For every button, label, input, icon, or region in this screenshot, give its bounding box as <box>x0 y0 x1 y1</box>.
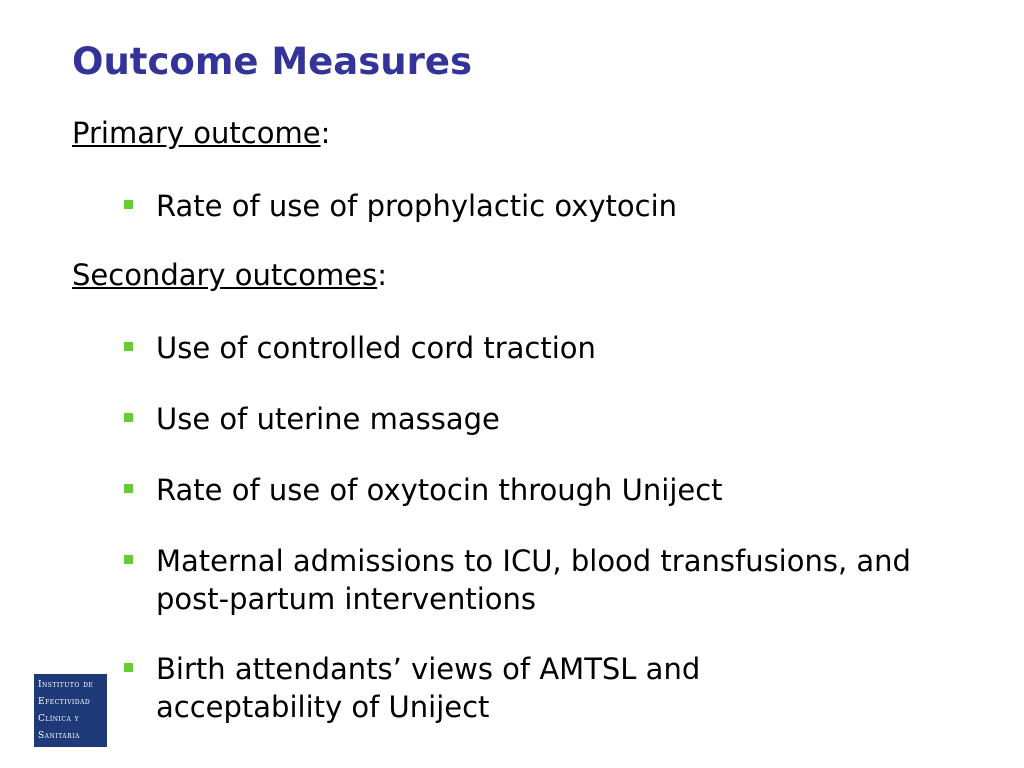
list-item-secondary-4 <box>124 542 924 618</box>
list-item-text: Rate of use of prophylactic oxytocin <box>156 189 678 223</box>
logo-line-1: Instituto de <box>38 680 94 690</box>
logo-line-4: Sanitaria <box>38 731 80 741</box>
list-item-text: Maternal admissions to ICU, blood transfusions, and post-partum interventions <box>156 544 911 616</box>
primary-outcome-heading: Primary outcome <box>72 116 321 150</box>
list-item-secondary-1 <box>124 329 944 367</box>
slide-title: Outcome Measures <box>72 40 472 83</box>
list-item-text: Use of controlled cord traction <box>156 331 596 365</box>
primary-outcome-colon: : <box>320 116 331 150</box>
primary-outcome-label <box>72 116 330 151</box>
secondary-outcomes-colon: : <box>377 258 387 292</box>
institution-logo <box>34 674 107 747</box>
square-bullet-icon <box>124 342 133 351</box>
list-item-secondary-2 <box>124 400 944 438</box>
list-item-secondary-3 <box>124 471 944 509</box>
list-item-text: Rate of use of oxytocin through Uniject <box>156 473 723 507</box>
secondary-outcomes-label <box>72 258 387 293</box>
square-bullet-icon <box>124 663 133 672</box>
secondary-outcomes-heading: Secondary outcomes <box>72 258 378 292</box>
logo-line-3: Clínica y <box>38 714 80 724</box>
list-item-text: Use of uterine massage <box>156 402 500 436</box>
square-bullet-icon <box>124 484 133 493</box>
square-bullet-icon <box>124 413 133 422</box>
logo-line-2: Efectividad <box>38 697 91 707</box>
square-bullet-icon <box>124 555 133 564</box>
list-item-primary-1 <box>124 187 944 225</box>
list-item-text: Birth attendants’ views of AMTSL and acceptability of Uniject <box>156 652 701 724</box>
list-item-secondary-5 <box>124 650 844 726</box>
square-bullet-icon <box>124 200 133 209</box>
